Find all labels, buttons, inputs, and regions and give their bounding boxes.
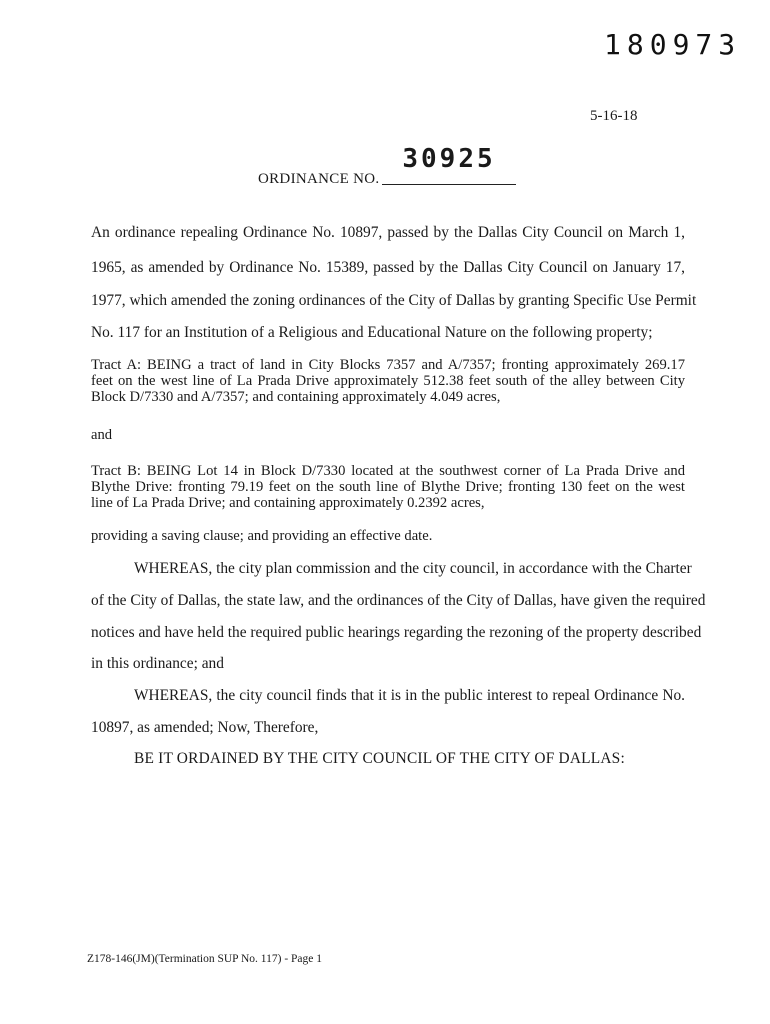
tract-b-line-1: Tract B: BEING Lot 14 in Block D/7330 located at the southwest corner of La Prada Drive and	[91, 463, 685, 479]
whereas-1-line-3: notices and have held the required public hearings regarding the rezoning of the property described	[91, 624, 702, 641]
tract-b-line-3: line of La Prada Drive; and containing approximately 0.2392 acres,	[91, 495, 485, 511]
whereas-1-line-2: of the City of Dallas, the state law, and the ordinances of the City of Dallas, have given the required	[91, 592, 706, 609]
intro-line-1: An ordinance repealing Ordinance No. 10897, passed by the Dallas City Council on March 1,	[91, 224, 685, 241]
ordinance-number: 30925	[402, 144, 496, 174]
tract-a-line-3: Block D/7330 and A/7357; and containing approximately 4.049 acres,	[91, 389, 501, 405]
whereas-1-line-4: in this ordinance; and	[91, 655, 224, 672]
intro-line-3: 1977, which amended the zoning ordinances of the City of Dallas by granting Specific Use Permit	[91, 292, 697, 309]
tract-a-line-1: Tract A: BEING a tract of land in City Blocks 7357 and A/7357; fronting approximately 269.17	[91, 357, 685, 373]
page-footer: Z178-146(JM)(Termination SUP No. 117) - Page 1	[87, 953, 323, 965]
tract-a-line-2: feet on the west line of La Prada Drive approximately 512.38 feet south of the alley between City	[91, 373, 685, 389]
document-date: 5-16-18	[590, 108, 638, 124]
tract-b-line-2: Blythe Drive: fronting 79.19 feet on the south line of Blythe Drive; fronting 130 feet on the west	[91, 479, 685, 495]
ordinance-label: ORDINANCE NO.	[258, 171, 380, 187]
closing-clause: providing a saving clause; and providing an effective date.	[91, 528, 433, 544]
and-connector: and	[91, 427, 113, 443]
ordained-heading: BE IT ORDAINED BY THE CITY COUNCIL OF THE CITY OF DALLAS:	[134, 750, 625, 767]
stamp-number: 180973	[604, 28, 742, 61]
ordinance-number-underline	[382, 184, 516, 185]
intro-line-2: 1965, as amended by Ordinance No. 15389, passed by the Dallas City Council on January 17,	[91, 259, 685, 276]
intro-line-4: No. 117 for an Institution of a Religious and Educational Nature on the following property;	[91, 324, 653, 341]
whereas-2-line-1: WHEREAS, the city council finds that it is in the public interest to repeal Ordinance No.	[134, 687, 685, 704]
whereas-1-line-1: WHEREAS, the city plan commission and the city council, in accordance with the Charter	[134, 560, 692, 577]
whereas-2-line-2: 10897, as amended; Now, Therefore,	[91, 719, 319, 736]
